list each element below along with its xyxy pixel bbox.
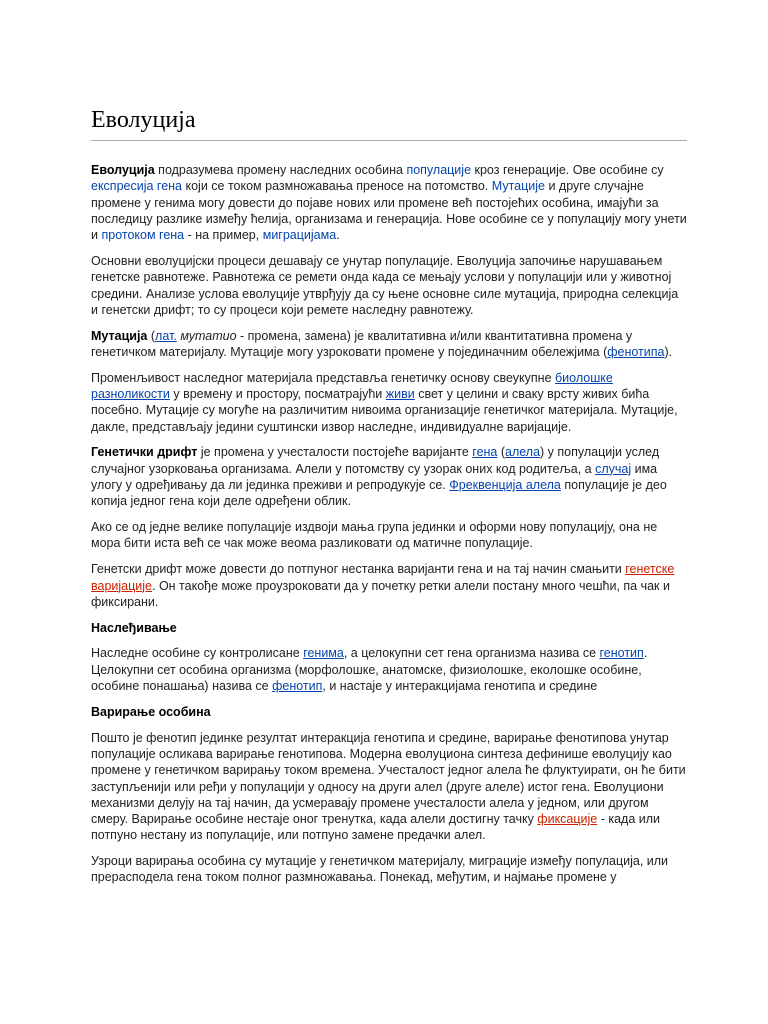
paragraph	[91, 853, 687, 886]
paragraph	[91, 328, 687, 361]
wiki-link[interactable]: Мутације	[491, 179, 545, 194]
wiki-link[interactable]: генима	[303, 646, 344, 661]
text-span: (	[147, 328, 156, 343]
page-title: Еволуција	[91, 104, 687, 141]
paragraph	[91, 645, 687, 694]
paragraph	[91, 370, 687, 435]
text-span: . Целокупни сет особина организма (морфолошке, анатомске, физиолошке, еколошке особине, особине понашања) назива се	[91, 646, 648, 694]
redlink[interactable]: фиксације	[537, 812, 598, 827]
text-span: - промена, замена) је квалитативна и/или квантитативна промена у генетичком материјалу. Мутације могу узроковати промене у појединачним обележјима (	[91, 328, 633, 359]
wiki-link[interactable]: биолошке разноликости	[91, 370, 613, 402]
text-span: Узроци варирања особина су мутације у генетичком материјалу, миграције између популација, или прерасподела гена током полног размножавања. Понекад, међутим, и најмање промене у	[91, 854, 669, 885]
paragraph	[91, 253, 687, 318]
text-span: (	[497, 445, 506, 460]
paragraph	[91, 519, 687, 552]
text-span: кроз генерације. Ове особине су	[471, 163, 664, 177]
text-span: , и настаје у интеракцијама генотипа и средине	[322, 679, 598, 694]
italic-term: мутатио	[180, 328, 237, 343]
wiki-link[interactable]: лат.	[155, 328, 177, 343]
paragraph	[91, 561, 687, 610]
text-span: свет у целини и сваку врсту живих бића посебно. Мутације су могуће на различитим нивоима организације генетичког материјала. Мутације, дакле, представљају једини суштински извор наследне, индивидуалне варијације.	[91, 387, 678, 434]
text-span: Наслеђивање	[91, 620, 177, 635]
text-span: Основни еволуцијски процеси дешавају се унутар популације. Еволуција започиње нарушавањем генетске равнотеже. Равнотежа се ремети онда када се мењају услови у популацији или у животној средини. Анализе услова еволуције утврђују да су њене основне силе мутација, природна селекција и генетски дрифт; то су процеси који ремете наследну равнотежу.	[91, 253, 679, 317]
text-span: , а целокупни сет гена организма назива се	[343, 646, 600, 661]
wiki-link[interactable]: Фреквенција алела	[449, 478, 561, 493]
text-span: .	[336, 228, 340, 243]
redlink[interactable]: генетске варијације	[91, 562, 675, 593]
bold-term: Еволуција	[91, 163, 155, 177]
wiki-link[interactable]: популације	[406, 163, 472, 177]
text-span: ).	[664, 344, 673, 359]
text-span: има улогу у одређивању да ли јединка преживи и репродукује се.	[91, 461, 658, 493]
text-span: Променљивост наследног материјала представља генетичку основу свеукупне	[91, 370, 556, 385]
wiki-link[interactable]: алела	[505, 445, 541, 460]
article	[91, 104, 687, 895]
text-span: Генетски дрифт може довести до потпуног нестанка варијанти гена и на тај начин смањити	[91, 562, 626, 577]
text-span: . Он такође може проузроковати да у почетку ретки алели постану много чешћи, па чак и фиксирани.	[91, 578, 670, 609]
text-span: - на пример,	[184, 228, 263, 243]
wiki-link[interactable]: живи	[385, 387, 415, 402]
text-span: који се током размножавања преносе на потомство.	[182, 179, 492, 194]
wiki-link[interactable]: генотип	[599, 646, 644, 661]
text-span: - када или потпуно нестану из популације, или потпуно замене предачки алел.	[91, 812, 661, 843]
text-span: подразумева промену наследних особина	[154, 163, 407, 177]
text-span: Наследне особине су контролисане	[91, 646, 304, 661]
text-span: популације је део копија једног гена који деле одређени облик.	[91, 478, 667, 509]
wiki-link[interactable]: фенотип	[272, 679, 323, 694]
section-heading	[91, 704, 687, 720]
wiki-link[interactable]: експресија гена	[91, 179, 183, 194]
text-span: ) у популацији услед случајног узорковања организама. Алели у потомству су узорак оних код родитеља, а	[91, 445, 660, 476]
text-span: Варирање особина	[91, 704, 211, 719]
text-span: Пошто је фенотип јединке резултат интеракција генотипа и средине, варирање фенотипова унутар популације осликава варирање генотипова. Модерна еволуциона синтеза дефинише еволуцију као промене у генетичком варирању током времена. Учесталост једног алела ће флуктуирати, он ће бити заступљенији или ређи у популацији у односу на други алел (друге алеле) истог гена. Еволуциони механизми делују на тај начин, да усмеравају промене учесталости алела у једном, или другом смеру. Варирање особине нестаје оног тренутка, када алели достигну тачку	[91, 730, 686, 827]
wiki-link[interactable]: гена	[472, 445, 498, 460]
wiki-link[interactable]: случај	[595, 461, 632, 476]
text-span: Ако се од једне велике популације издвоји мања група јединки и оформи нову популацију, она не мора бити иста већ се чак може веома разликовати од матичне популације.	[91, 520, 658, 551]
text-span: у времену и простору, посматрајући	[169, 387, 386, 402]
wiki-link[interactable]: миграцијама	[262, 228, 337, 243]
text-span: и друге случајне промене у генима могу довести до појаве нових или промене већ постојећих особина, имајући за последицу разлике између ћелија, организама и генерација. Нове особине се у популацију могу унети и	[91, 179, 687, 243]
bold-term: Мутација	[91, 328, 148, 343]
paragraph	[91, 162, 687, 243]
wiki-link[interactable]: протоком гена	[101, 228, 185, 243]
text-span: је промена у учесталости постојеће варијанте	[197, 445, 473, 460]
bold-term: Генетички дрифт	[91, 445, 198, 460]
wiki-link[interactable]: фенотипа	[607, 344, 665, 359]
paragraph	[91, 444, 687, 509]
paragraph	[91, 730, 687, 844]
article-body	[91, 162, 687, 886]
section-heading	[91, 620, 687, 636]
